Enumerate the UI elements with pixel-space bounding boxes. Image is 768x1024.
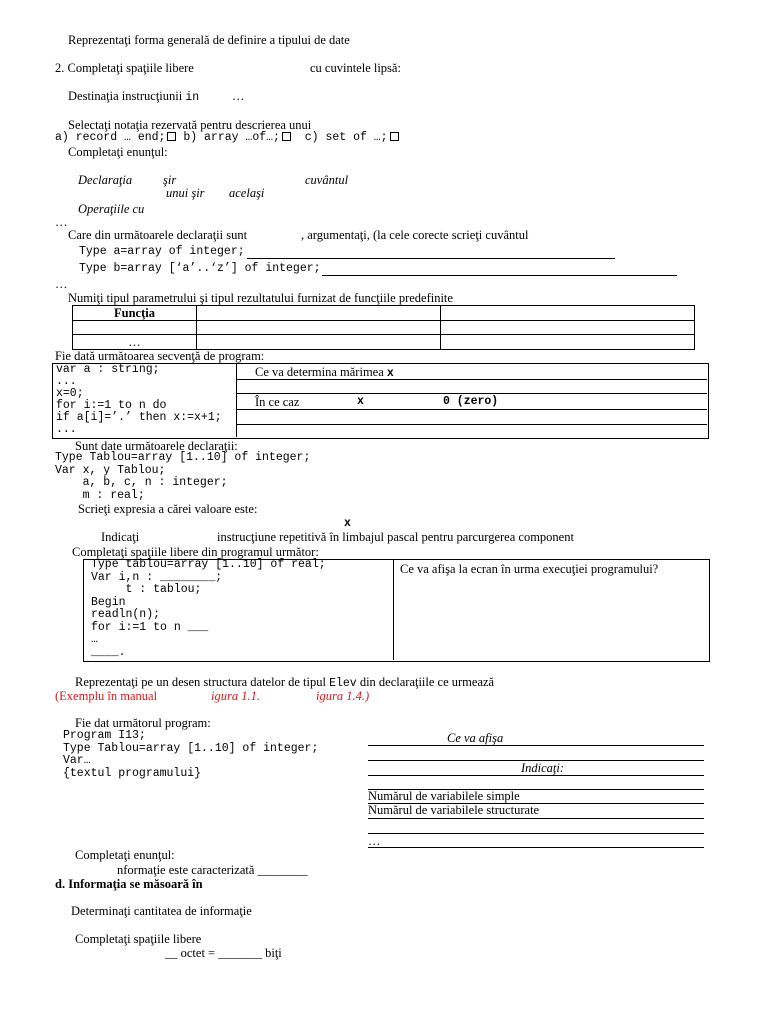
sequence-q2-var: x xyxy=(357,395,364,408)
seq-row-line-2 xyxy=(236,393,707,394)
elev-example: (Exemplu în manual xyxy=(55,689,158,703)
elev-figure-1: igura 1.1. xyxy=(211,689,260,703)
question-2-suffix: cu cuvintele lipsă: xyxy=(310,61,401,75)
tablou-code: Type Tablou=array [1..10] of integer; Var x, y Tablou; a, b, c, n : integer; m : real; xyxy=(55,451,311,502)
sequence-q1: Ce va determina mărimea x xyxy=(255,365,394,380)
elev-figure-2: igura 1.4.) xyxy=(316,689,370,703)
indicati-tail: instrucţiune repetitivă în limbajul pascal pentru parcurgerea component xyxy=(217,530,574,544)
word-unui-sir: unui şir xyxy=(166,186,205,200)
program2-ellipsis: … xyxy=(368,834,381,848)
word-operatiile: Operaţiile cu xyxy=(78,202,145,216)
declarations-suffix: , argumentaţi, (la cele corecte scrieţi cuvântul xyxy=(301,228,529,242)
functions-header: Funcţia xyxy=(73,306,197,321)
destination-blank: … xyxy=(232,89,245,103)
expression-prompt: Scrieţi expresia a cărei valoare este: xyxy=(78,502,258,516)
info-measured: d. Informaţia se măsoară în xyxy=(55,877,203,891)
sequence-divider xyxy=(236,363,237,437)
declarations-prompt: Care din următoarele declaraţii sunt xyxy=(68,228,248,242)
info-blanks: Completaţi spaţiile libere xyxy=(75,932,202,946)
tablou-prompt: Sunt date următoarele declaraţii: xyxy=(75,439,238,453)
word-cuvantul: cuvântul xyxy=(305,173,349,187)
program-question: Ce va afişa la ecran în urma execuţiei programului? xyxy=(400,562,659,576)
program2-simple: Numărul de variabilele simple xyxy=(368,789,520,803)
sequence-prompt: Fie dată următoarea secvenţă de program: xyxy=(55,349,265,363)
program-code: Type tablou=array [1..10] of real; Var i,n : ________; t : tablou; Begin readln(n); for i:=1 to n ___ … ____. xyxy=(91,558,326,659)
ellipsis-2: … xyxy=(55,277,68,291)
seq-row-line-4 xyxy=(236,424,707,425)
sequence-q2: În ce caz xyxy=(255,395,300,409)
info-octet: __ octet = _______ biţi xyxy=(165,946,282,960)
p2-line-7 xyxy=(368,833,704,834)
checkbox-c[interactable] xyxy=(390,132,399,141)
word-acelasi: acelaşi xyxy=(229,186,265,200)
sequence-q2-value: 0 (zero) xyxy=(443,395,499,408)
program2-code: Program I13; Type Tablou=array [1..10] of integer; Var… {textul programului} xyxy=(63,729,319,780)
select-options: a) record … end; b) array …of…; c) set of …; xyxy=(55,131,399,145)
complete-statement-label: Completaţi enunţul: xyxy=(68,145,168,159)
p2-line-8 xyxy=(368,847,704,848)
functions-ellipsis: … xyxy=(73,335,197,350)
p2-line-1 xyxy=(368,745,704,746)
program-divider xyxy=(393,559,394,660)
functions-prompt: Numiţi tipul parametrului şi tipul rezultatului furnizat de funcţiile predefinite xyxy=(68,291,453,305)
program2-show: Ce va afişa xyxy=(447,731,504,745)
destination-label: Destinaţia instrucţiunii in xyxy=(68,89,200,104)
info-quantity: Determinaţi cantitatea de informaţie xyxy=(71,904,252,918)
ellipsis-1: … xyxy=(55,215,68,229)
answer-line-1[interactable] xyxy=(247,258,615,259)
checkbox-a[interactable] xyxy=(167,132,176,141)
seq-row-line-3 xyxy=(236,409,707,410)
program2-prompt: Fie dat următorul program: xyxy=(75,716,211,730)
sequence-code: var a : string; ... x=0; for i:=1 to n do if a[i]=’.’ then x:=x+1; ... xyxy=(56,363,222,436)
program2-structured: Numărul de variabilele structurate xyxy=(368,803,540,817)
indicati-label: Indicaţi xyxy=(101,530,140,544)
question-2-prefix: 2. Completaţi spaţiile libere xyxy=(55,61,194,75)
info-characterized: nformaţie este caracterizată ________ xyxy=(117,863,308,877)
functions-table xyxy=(72,305,695,350)
elev-prompt: Reprezentaţi pe un desen structura datelor de tipul Elev din declaraţiile ce urmează xyxy=(75,675,495,690)
word-sir: şir xyxy=(163,173,177,187)
declaration-line-1: Type a=array of integer; xyxy=(79,245,245,258)
program2-indicate: Indicaţi: xyxy=(521,761,565,775)
program-prompt: Completaţi spaţiile libere din programul următor: xyxy=(72,545,319,559)
p2-line-3 xyxy=(368,775,704,776)
expression-var: x xyxy=(344,517,351,530)
select-notation-prompt: Selectaţi notaţia rezervată pentru descrierea unui xyxy=(68,118,312,132)
answer-line-2[interactable] xyxy=(322,275,677,276)
declaration-line-2: Type b=array [‘a’..‘z’] of integer; xyxy=(79,262,321,275)
question-general-form: Reprezentaţi forma generală de definire a tipului de date xyxy=(68,33,350,47)
p2-line-6 xyxy=(368,818,704,819)
info-complete: Completaţi enunţul: xyxy=(75,848,175,862)
word-declaratia: Declaraţia xyxy=(78,173,133,187)
checkbox-b[interactable] xyxy=(282,132,291,141)
